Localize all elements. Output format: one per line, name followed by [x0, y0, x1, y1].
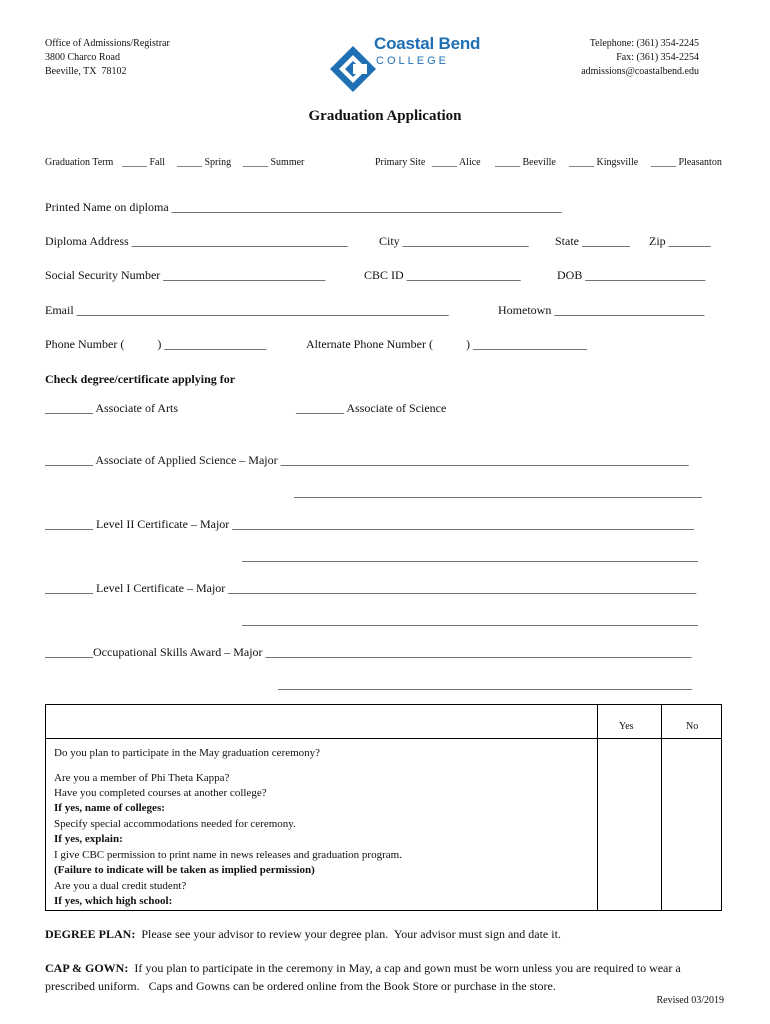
yes-column-header: Yes [619, 721, 634, 732]
cbc-id-field[interactable]: CBC ID ___________________ [364, 268, 521, 282]
question-ceremony: Do you plan to participate in the May graduation ceremony? [54, 747, 321, 759]
office-name: Office of Admissions/Registrar [45, 38, 170, 49]
city-field[interactable]: City _____________________ [379, 234, 529, 248]
yes-answer-cells[interactable] [598, 739, 660, 909]
site-pleasanton-option[interactable]: _____ Pleasanton [651, 157, 722, 168]
term-fall-option[interactable]: _____ Fall [122, 157, 166, 168]
site-alice-option[interactable]: _____ Alice [432, 157, 481, 168]
revision-date: Revised 03/2019 [656, 995, 724, 1006]
college-logo-icon [320, 26, 370, 76]
no-column-header: No [686, 721, 699, 732]
question-other-college: Have you completed courses at another college? [54, 787, 267, 799]
alternate-phone-field[interactable]: Alternate Phone Number ( ) ___________________ [306, 337, 587, 351]
printed-name-field[interactable]: Printed Name on diploma _________________________________________________________________ [45, 200, 562, 214]
level-1-major-continued[interactable]: ____________________________________________________________________________ [242, 613, 698, 627]
cap-gown-text-line2: prescribed uniform. Caps and Gowns can be ordered online from the Book Store or purchase in the store. [45, 979, 556, 993]
phone-number-field[interactable]: Phone Number ( ) _________________ [45, 337, 267, 351]
site-beeville-option[interactable]: _____ Beeville [495, 157, 556, 168]
degree-plan-text: Please see your advisor to review your degree plan. Your advisor must sign and date it. [135, 927, 561, 941]
graduation-term-label: Graduation Term [45, 157, 114, 168]
diploma-address-field[interactable]: Diploma Address ____________________________________ [45, 234, 348, 248]
question-print-permission-note: (Failure to indicate will be taken as implied permission) [54, 864, 315, 876]
email-address: admissions@coastalbend.edu [581, 66, 699, 77]
term-summer-option[interactable]: _____ Summer [243, 157, 305, 168]
question-dual-credit: Are you a dual credit student? [54, 880, 187, 892]
degree-plan-note [45, 927, 561, 942]
degree-plan-label: DEGREE PLAN: [45, 927, 136, 941]
ssn-field[interactable]: Social Security Number ___________________________ [45, 268, 326, 282]
associate-of-science-option[interactable]: ________ Associate of Science [296, 401, 447, 415]
associate-of-arts-option[interactable]: ________ Associate of Arts [45, 401, 178, 415]
cap-gown-label: CAP & GOWN: [45, 961, 129, 975]
cap-gown-note [45, 961, 681, 976]
occupational-skills-major-continued[interactable]: _____________________________________________________________________ [278, 677, 692, 691]
cap-gown-text: If you plan to participate in the ceremony in May, a cap and gown must be worn unless you are required to wear a [128, 961, 681, 975]
email-field[interactable]: Email ______________________________________________________________ [45, 303, 449, 317]
level-2-major-field[interactable]: ________ Level II Certificate – Major _____________________________________________________________________________ [45, 517, 695, 531]
zip-field[interactable]: Zip _______ [649, 234, 711, 248]
questions-table [45, 704, 722, 911]
aas-major-continued[interactable]: ____________________________________________________________________ [294, 485, 702, 499]
aas-major-field[interactable]: ________ Associate of Applied Science – Major ____________________________________________________________________ [45, 453, 689, 467]
dob-field[interactable]: DOB ____________________ [557, 268, 706, 282]
question-print-permission: I give CBC permission to print name in news releases and graduation program. [54, 849, 402, 861]
occupational-skills-major-field[interactable]: ________Occupational Skills Award – Major _______________________________________________________________________ [45, 645, 692, 659]
question-accommodations-explain: If yes, explain: [54, 833, 123, 845]
question-phi-theta-kappa: Are you a member of Phi Theta Kappa? [54, 772, 230, 784]
question-accommodations: Specify special accommodations needed for ceremony. [54, 818, 296, 830]
hometown-field[interactable]: Hometown _________________________ [498, 303, 705, 317]
term-spring-option[interactable]: _____ Spring [177, 157, 232, 168]
no-answer-cells[interactable] [662, 739, 721, 909]
logo-sub: COLLEGE [376, 55, 449, 67]
page-title: Graduation Application [308, 108, 462, 124]
degree-heading: Check degree/certificate applying for [45, 372, 236, 386]
telephone: Telephone: (361) 354-2245 [589, 38, 699, 49]
logo-name: Coastal Bend [374, 34, 481, 53]
state-field[interactable]: State ________ [555, 234, 630, 248]
level-1-major-field[interactable]: ________ Level I Certificate – Major ______________________________________________________________________________ [45, 581, 697, 595]
fax: Fax: (361) 354-2254 [616, 52, 699, 63]
question-high-school: If yes, which high school: [54, 895, 173, 907]
level-2-major-continued[interactable]: ____________________________________________________________________________ [242, 549, 698, 563]
office-city: Beeville, TX 78102 [45, 66, 127, 77]
question-other-college-names: If yes, name of colleges: [54, 802, 165, 814]
site-kingsville-option[interactable]: _____ Kingsville [569, 157, 639, 168]
primary-site-label: Primary Site [375, 157, 426, 168]
office-street: 3800 Charco Road [45, 52, 120, 63]
